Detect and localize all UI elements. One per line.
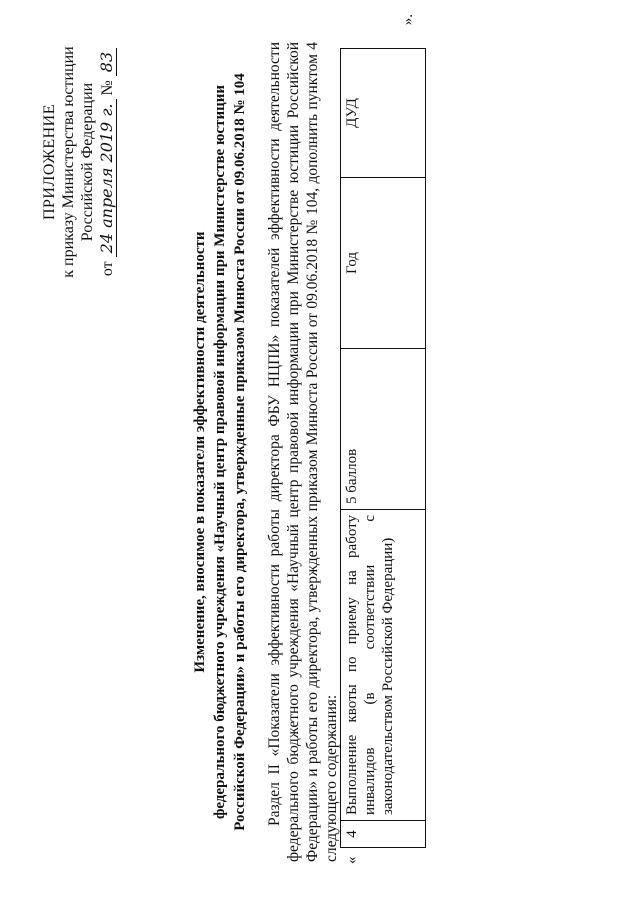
body-paragraph xyxy=(265,42,341,862)
cell-source: ДУД xyxy=(341,49,426,178)
appendix-block xyxy=(40,22,117,302)
amendment-table-wrap xyxy=(340,14,428,864)
title-line-2: федерального бюджетного учреждения «Научный центр правовой информации при Министерстве юстиции xyxy=(212,84,228,820)
cell-period: Год xyxy=(341,178,426,349)
title-line-1: Изменение, вносимое в показатели эффективности деятельности xyxy=(192,231,208,673)
amendment-table xyxy=(340,48,426,848)
handwritten-date: 24 апреля 2019 г. xyxy=(97,100,117,258)
appendix-line-2: Российской Федерации xyxy=(79,82,96,242)
cell-indicator: Выполнение квоты по приему на работу инвалидов (в соответствии с законодательством Российской Федерации) xyxy=(341,510,426,821)
paragraph-text: Раздел II «Показатели эффективности работы директора ФБУ НЦПИ» показателей эффективности деятельности федерального бюджетного учреждения «Научный центр правовой информации при Министерстве юстиции Российской Федерации» и работы его директора, утвержденных приказом Минюста России от 09.06.2018 № 104, дополнить пунктом 4 следующего содержания: xyxy=(266,42,340,862)
appendix-line-1: к приказу Министерства юстиции xyxy=(60,46,77,278)
number-prefix: № xyxy=(99,80,116,96)
cell-number: 4 xyxy=(341,821,426,848)
table-row xyxy=(341,49,426,848)
handwritten-number: 83 xyxy=(97,48,117,76)
quote-close: ». xyxy=(400,14,416,26)
document-title xyxy=(190,62,250,842)
date-prefix: от xyxy=(99,261,116,277)
cell-score: 5 баллов xyxy=(341,349,426,510)
rotated-page xyxy=(40,14,600,882)
appendix-heading: ПРИЛОЖЕНИЕ xyxy=(41,104,58,221)
title-line-3: Российской Федерации» и работы его директора, утвержденные приказом Минюста России от 09.06.2018 № 104 xyxy=(232,73,248,831)
appendix-date-line xyxy=(97,22,117,302)
quote-open: « xyxy=(344,856,360,864)
